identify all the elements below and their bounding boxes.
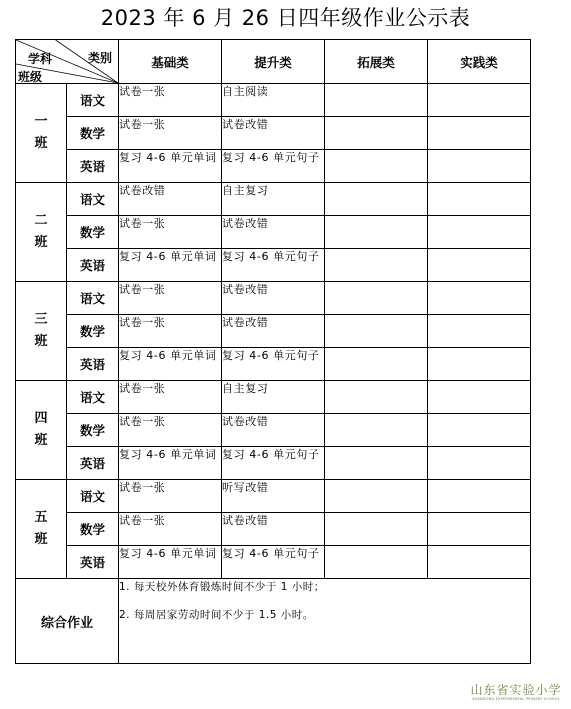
homework-cell-extended xyxy=(325,546,428,579)
homework-cell-extended xyxy=(325,117,428,150)
homework-cell-advanced: 复习 4-6 单元句子 xyxy=(222,348,325,381)
subject-cell: 英语 xyxy=(67,150,119,183)
column-header-basic: 基础类 xyxy=(119,40,222,84)
homework-cell-practice xyxy=(428,480,531,513)
homework-cell-advanced: 自主阅读 xyxy=(222,84,325,117)
table-row xyxy=(16,282,531,315)
homework-cell-advanced: 试卷改错 xyxy=(222,414,325,447)
homework-cell-basic: 复习 4-6 单元单词 xyxy=(119,150,222,183)
homework-cell-basic: 试卷一张 xyxy=(119,84,222,117)
homework-cell-practice xyxy=(428,315,531,348)
summary-item: 1. 每天校外体育锻炼时间不少于 1 小时； xyxy=(119,581,325,593)
homework-cell-advanced: 试卷改错 xyxy=(222,117,325,150)
table-row xyxy=(16,480,531,513)
homework-cell-basic: 试卷一张 xyxy=(119,513,222,546)
homework-cell-advanced: 试卷改错 xyxy=(222,513,325,546)
subject-cell: 数学 xyxy=(67,414,119,447)
homework-cell-basic: 复习 4-6 单元单词 xyxy=(119,447,222,480)
homework-cell-extended xyxy=(325,183,428,216)
subject-cell: 英语 xyxy=(67,447,119,480)
column-header-extended: 拓展类 xyxy=(325,40,428,84)
table-row xyxy=(16,249,531,282)
table-row xyxy=(16,183,531,216)
table-row xyxy=(16,117,531,150)
homework-cell-advanced: 试卷改错 xyxy=(222,216,325,249)
homework-cell-extended xyxy=(325,414,428,447)
corner-type-label: 类别 xyxy=(87,51,112,65)
homework-cell-practice xyxy=(428,513,531,546)
homework-cell-advanced: 自主复习 xyxy=(222,381,325,414)
homework-cell-practice xyxy=(428,117,531,150)
homework-table xyxy=(15,39,531,664)
homework-cell-extended xyxy=(325,150,428,183)
homework-cell-extended xyxy=(325,513,428,546)
homework-cell-basic: 试卷一张 xyxy=(119,414,222,447)
subject-cell: 英语 xyxy=(67,546,119,579)
corner-class-label: 班级 xyxy=(18,70,43,84)
table-row xyxy=(16,381,531,414)
corner-subject-label: 学科 xyxy=(28,52,53,66)
subject-cell: 数学 xyxy=(67,315,119,348)
subject-cell: 语文 xyxy=(67,282,119,315)
subject-cell: 语文 xyxy=(67,183,119,216)
homework-cell-practice xyxy=(428,282,531,315)
homework-cell-extended xyxy=(325,315,428,348)
homework-cell-basic: 试卷一张 xyxy=(119,117,222,150)
table-row xyxy=(16,513,531,546)
logo-text-en: SHANDONG EXPERIMENTAL PRIMARY SCHOOL xyxy=(472,697,560,701)
homework-cell-extended xyxy=(325,480,428,513)
column-header-advanced: 提升类 xyxy=(222,40,325,84)
homework-cell-advanced: 听写改错 xyxy=(222,480,325,513)
page-title: 2023 年 6 月 26 日四年级作业公示表 xyxy=(100,6,471,30)
class-name-cell: 一 班 xyxy=(16,84,67,183)
table-row xyxy=(16,546,531,579)
homework-cell-extended xyxy=(325,216,428,249)
table-row xyxy=(16,84,531,117)
class-name-cell: 五 班 xyxy=(16,480,67,579)
subject-cell: 数学 xyxy=(67,513,119,546)
corner-header-cell xyxy=(16,40,119,84)
homework-cell-advanced: 试卷改错 xyxy=(222,315,325,348)
subject-cell: 语文 xyxy=(67,480,119,513)
subject-cell: 语文 xyxy=(67,84,119,117)
table-row xyxy=(16,348,531,381)
homework-cell-extended xyxy=(325,381,428,414)
subject-cell: 英语 xyxy=(67,249,119,282)
logo-text-cn: 山东省实验小学 xyxy=(470,683,562,697)
class-name-cell: 二 班 xyxy=(16,183,67,282)
homework-cell-practice xyxy=(428,546,531,579)
homework-cell-practice xyxy=(428,447,531,480)
homework-cell-basic: 试卷改错 xyxy=(119,183,222,216)
column-header-practice: 实践类 xyxy=(428,40,531,84)
subject-cell: 数学 xyxy=(67,117,119,150)
table-row xyxy=(16,150,531,183)
homework-cell-basic: 试卷一张 xyxy=(119,315,222,348)
summary-item: 2. 每周居家劳动时间不少于 1.5 小时。 xyxy=(119,609,314,621)
homework-cell-extended xyxy=(325,447,428,480)
homework-cell-extended xyxy=(325,348,428,381)
homework-cell-practice xyxy=(428,381,531,414)
homework-cell-advanced: 自主复习 xyxy=(222,183,325,216)
homework-cell-practice xyxy=(428,249,531,282)
homework-cell-basic: 复习 4-6 单元单词 xyxy=(119,249,222,282)
homework-cell-practice xyxy=(428,84,531,117)
header-row xyxy=(16,40,531,84)
homework-cell-extended xyxy=(325,84,428,117)
homework-cell-practice xyxy=(428,150,531,183)
homework-cell-basic: 试卷一张 xyxy=(119,216,222,249)
homework-cell-advanced: 复习 4-6 单元句子 xyxy=(222,150,325,183)
summary-label: 综合作业 xyxy=(16,579,119,664)
homework-cell-advanced: 试卷改错 xyxy=(222,282,325,315)
homework-cell-practice xyxy=(428,216,531,249)
table-row xyxy=(16,447,531,480)
homework-cell-advanced: 复习 4-6 单元句子 xyxy=(222,546,325,579)
homework-cell-practice xyxy=(428,414,531,447)
homework-cell-basic: 复习 4-6 单元单词 xyxy=(119,348,222,381)
table-row xyxy=(16,414,531,447)
subject-cell: 英语 xyxy=(67,348,119,381)
subject-cell: 数学 xyxy=(67,216,119,249)
homework-cell-practice xyxy=(428,183,531,216)
subject-cell: 语文 xyxy=(67,381,119,414)
homework-cell-extended xyxy=(325,249,428,282)
homework-cell-basic: 试卷一张 xyxy=(119,282,222,315)
homework-cell-extended xyxy=(325,282,428,315)
homework-cell-basic: 试卷一张 xyxy=(119,480,222,513)
table-row xyxy=(16,315,531,348)
homework-cell-practice xyxy=(428,348,531,381)
homework-cell-basic: 复习 4-6 单元单词 xyxy=(119,546,222,579)
table-row xyxy=(16,216,531,249)
homework-cell-basic: 试卷一张 xyxy=(119,381,222,414)
class-name-cell: 四 班 xyxy=(16,381,67,480)
class-rows xyxy=(16,84,531,579)
summary-content xyxy=(119,579,531,664)
class-name-cell: 三 班 xyxy=(16,282,67,381)
homework-cell-advanced: 复习 4-6 单元句子 xyxy=(222,249,325,282)
homework-cell-advanced: 复习 4-6 单元句子 xyxy=(222,447,325,480)
summary-row xyxy=(16,579,531,664)
school-logo xyxy=(466,684,566,702)
